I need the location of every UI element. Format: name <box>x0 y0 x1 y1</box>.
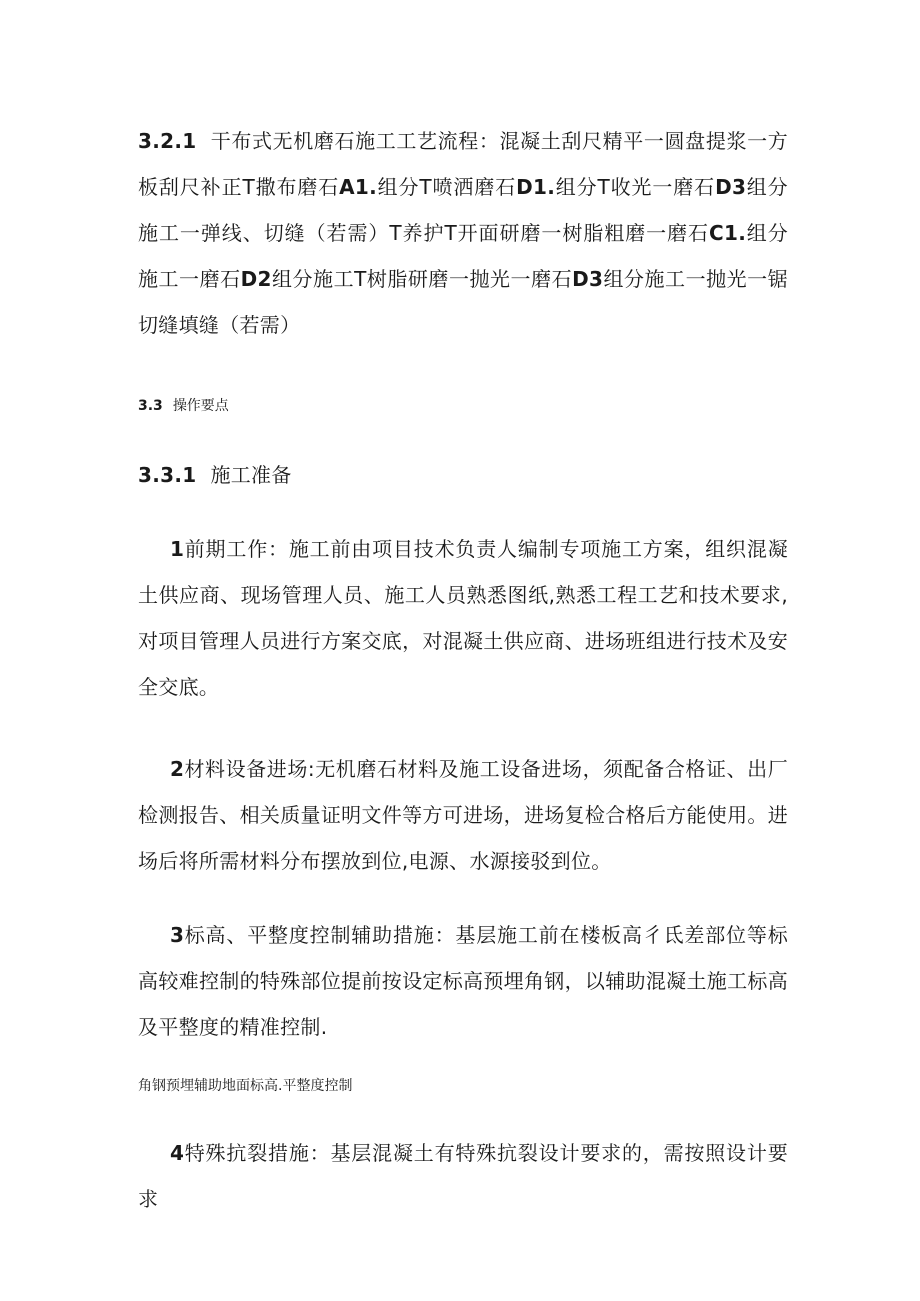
section-heading-3-3-1 <box>138 452 788 498</box>
item-paragraph-2 <box>138 746 788 884</box>
section-title: 施工准备 <box>210 463 292 487</box>
item-number: 4 <box>170 1141 185 1165</box>
flow-text-segment: 干布式无机磨石施工工艺流程：混凝土刮尺精平一圆盘提浆一方板刮尺补正T撒布磨石 <box>138 129 788 199</box>
item-text: 前期工作：施工前由项目技术负责人编制专项施工方案，组织混凝土供应商、现场管理人员、施工人员熟悉图纸,熟悉工程工艺和技术要求,对项目管理人员进行方案交底，对混凝土供应商、进场班组进行技术及安全交底。 <box>138 537 788 699</box>
item-paragraph-1 <box>138 526 788 710</box>
flow-text-segment: 组分施工一抛光一锯切缝填缝（若需） <box>138 267 788 337</box>
flow-code-d3: D3 <box>715 175 747 199</box>
item-number: 1 <box>170 537 185 561</box>
item-text: 特殊抗裂措施：基层混凝土有特殊抗裂设计要求的，需按照设计要求 <box>138 1141 788 1211</box>
process-flow-paragraph <box>138 118 788 348</box>
flow-text-segment: 组分施工一磨石 <box>138 221 788 291</box>
flow-code-d1: D1. <box>516 175 556 199</box>
section-title: 操作要点 <box>172 398 229 414</box>
flow-text-segment: 组分T喷洒磨石 <box>377 175 517 199</box>
flow-text-segment: 组分施工T树脂研磨一抛光一磨石 <box>271 267 573 291</box>
item-paragraph-3 <box>138 912 788 1050</box>
flow-text-segment: 组分T收光一磨石 <box>555 175 716 199</box>
flow-code-a1: A1. <box>339 175 378 199</box>
flow-section-number: 3.2.1 <box>138 129 197 153</box>
flow-text-segment: 组分施工一弹线、切缝（若需）T养护T开面研磨一树脂粗磨一磨石 <box>138 175 788 245</box>
section-number: 3.3.1 <box>138 463 197 487</box>
flow-code-c1: C1. <box>709 221 747 245</box>
section-heading-3-3 <box>138 396 788 416</box>
section-number: 3.3 <box>138 398 163 414</box>
item-text: 材料设备进场:无机磨石材料及施工设备进场，须配备合格证、出厂检测报告、相关质量证明文件等方可进场，进场复检合格后方能使用。进场后将所需材料分布摆放到位,电源、水源接驳到位。 <box>138 757 788 873</box>
item-text: 标高、平整度控制辅助措施：基层施工前在楼板高彳氐差部位等标高较难控制的特殊部位提前按设定标高预埋角钢，以辅助混凝土施工标高及平整度的精准控制. <box>138 923 788 1039</box>
item-paragraph-4 <box>138 1130 788 1222</box>
figure-caption: 角钢预埋辅助地面标高.平整度控制 <box>138 1078 353 1094</box>
item-number: 3 <box>170 923 185 947</box>
flow-code-d3: D3 <box>572 267 604 291</box>
flow-code-d2: D2 <box>240 267 272 291</box>
item-number: 2 <box>170 757 185 781</box>
